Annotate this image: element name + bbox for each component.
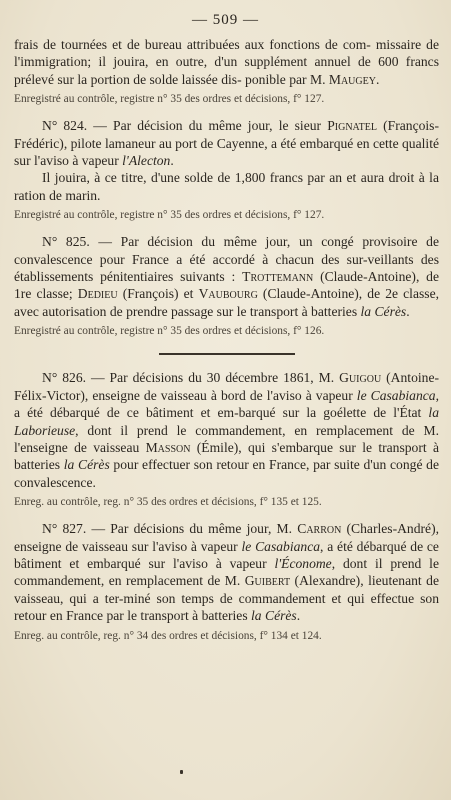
registration-note: Enregistré au contrôle, registre n° 35 des ordres et décisions, f° 127. bbox=[14, 209, 325, 222]
registration-note: Enreg. au contrôle, reg. n° 35 des ordres et décisions, f° 135 et 125. bbox=[14, 496, 322, 509]
decision-824-detail: Il jouira, à ce titre, d'une solde de 1,800 francs par an et aura droit à la ration de marin. bbox=[14, 170, 439, 203]
person-name: Vaubourg bbox=[198, 286, 258, 302]
text-fragment: . bbox=[170, 153, 174, 169]
person-name: Carron bbox=[297, 521, 342, 537]
registration-note: Enregistré au contrôle, registre n° 35 des ordres et décisions, f° 127. bbox=[14, 93, 325, 106]
text-line: ponible par M. bbox=[245, 71, 329, 87]
person-name: Maugey bbox=[328, 71, 376, 87]
text-fragment: (François-Frédéric), pilote lamaneur au port de Cayenne, a été embarqué en cette qualité sur l'aviso à vapeur bbox=[14, 118, 439, 169]
text-fragment: , a été débarqué de ce bâtiment et embarqué sur l'aviso à vapeur bbox=[14, 538, 439, 571]
text-fragment: N° 825. — Par décision du même jour, un congé provisoire de convalescence pour France a été accordé à chacun des sur-veillants des établissements pénitentiaires suivants : bbox=[14, 234, 439, 285]
person-name: Dedieu bbox=[77, 286, 118, 302]
text-fragment: , dont il prend le commandement, en remplacement de M. l'enseigne de vaisseau bbox=[14, 422, 439, 455]
text-fragment: , a été débarqué de ce bâtiment et em-barqué sur la goélette de l'État bbox=[14, 387, 439, 421]
registration-note: Enreg. au contrôle, reg. n° 34 des ordres et décisions, f° 134 et 124. bbox=[14, 629, 322, 642]
person-name: Guigou bbox=[339, 370, 382, 386]
page-number: — 509 — bbox=[192, 12, 259, 28]
text-fragment: (François) et bbox=[117, 286, 199, 302]
text-fragment: (Claude-Antoine), de 1re classe; bbox=[14, 269, 439, 302]
ship-name: la Cérès bbox=[251, 608, 297, 624]
ship-name: le Casabianca bbox=[241, 538, 321, 554]
continuation-paragraph bbox=[14, 36, 439, 88]
page-body bbox=[14, 36, 439, 644]
person-name: Guibert bbox=[244, 573, 291, 589]
ship-name: l'Alecton bbox=[122, 153, 171, 169]
decision-824 bbox=[14, 117, 439, 169]
text-fragment: . bbox=[375, 71, 380, 87]
ship-name: la Laborieuse bbox=[14, 405, 439, 438]
person-name: Pignatel bbox=[327, 118, 377, 134]
text-fragment: N° 826. — Par décisions du 30 décembre 1861, M. bbox=[42, 370, 340, 386]
decision-825 bbox=[14, 233, 439, 320]
ship-name: la Cérès bbox=[63, 457, 110, 473]
section-separator bbox=[159, 353, 295, 355]
text-fragment: . bbox=[406, 303, 410, 319]
ship-name: l'Économe bbox=[274, 555, 332, 571]
text-line: annuel de 600 francs prélevé sur la portion de solde laissée dis- bbox=[14, 54, 439, 87]
text-line: frais de tournées et de bureau attribuées aux fonctions de com- bbox=[14, 37, 371, 52]
text-fragment: (Claude-Antoine), de 2e classe, avec autorisation de prendre passage sur le transport à batteries bbox=[14, 286, 440, 319]
ship-name: le Casabianca bbox=[356, 387, 436, 403]
text-fragment: , dont il prend le commandement, en remplacement de M. bbox=[14, 555, 439, 589]
person-name: Masson bbox=[145, 439, 191, 455]
ship-name: la Cérès bbox=[360, 303, 407, 319]
text-fragment: N° 827. — Par décisions du même jour, M. bbox=[42, 521, 298, 537]
text-fragment: pour effectuer son retour en France, par suite d'un congé de convalescence. bbox=[14, 457, 440, 490]
text-fragment: (Émile), qui s'embarque sur le transport à batteries bbox=[14, 439, 439, 473]
text-fragment: . bbox=[296, 608, 301, 624]
ink-speck bbox=[180, 770, 183, 774]
registration-note: Enregistré au contrôle, registre n° 35 des ordres et décisions, f° 126. bbox=[14, 325, 325, 338]
person-name: Trottemann bbox=[242, 269, 314, 285]
decision-826 bbox=[14, 369, 439, 491]
text-fragment: (Charles-André), enseigne de vaisseau sur l'aviso à vapeur bbox=[14, 521, 440, 554]
text-fragment: (Antoine-Félix-Victor), enseigne de vaisseau à bord de l'aviso à vapeur bbox=[14, 370, 440, 403]
decision-827 bbox=[14, 520, 439, 624]
text-fragment: (Alexandre), lieutenant de vaisseau, qui a ter-miné son temps de commandement et qui effectue son retour en France par le transport à batteries bbox=[14, 573, 439, 624]
text-line: missaire de l'immigration; il jouira, en outre, d'un supplément bbox=[14, 37, 439, 70]
text-fragment: N° 824. — Par décision du même jour, le sieur bbox=[42, 118, 328, 134]
